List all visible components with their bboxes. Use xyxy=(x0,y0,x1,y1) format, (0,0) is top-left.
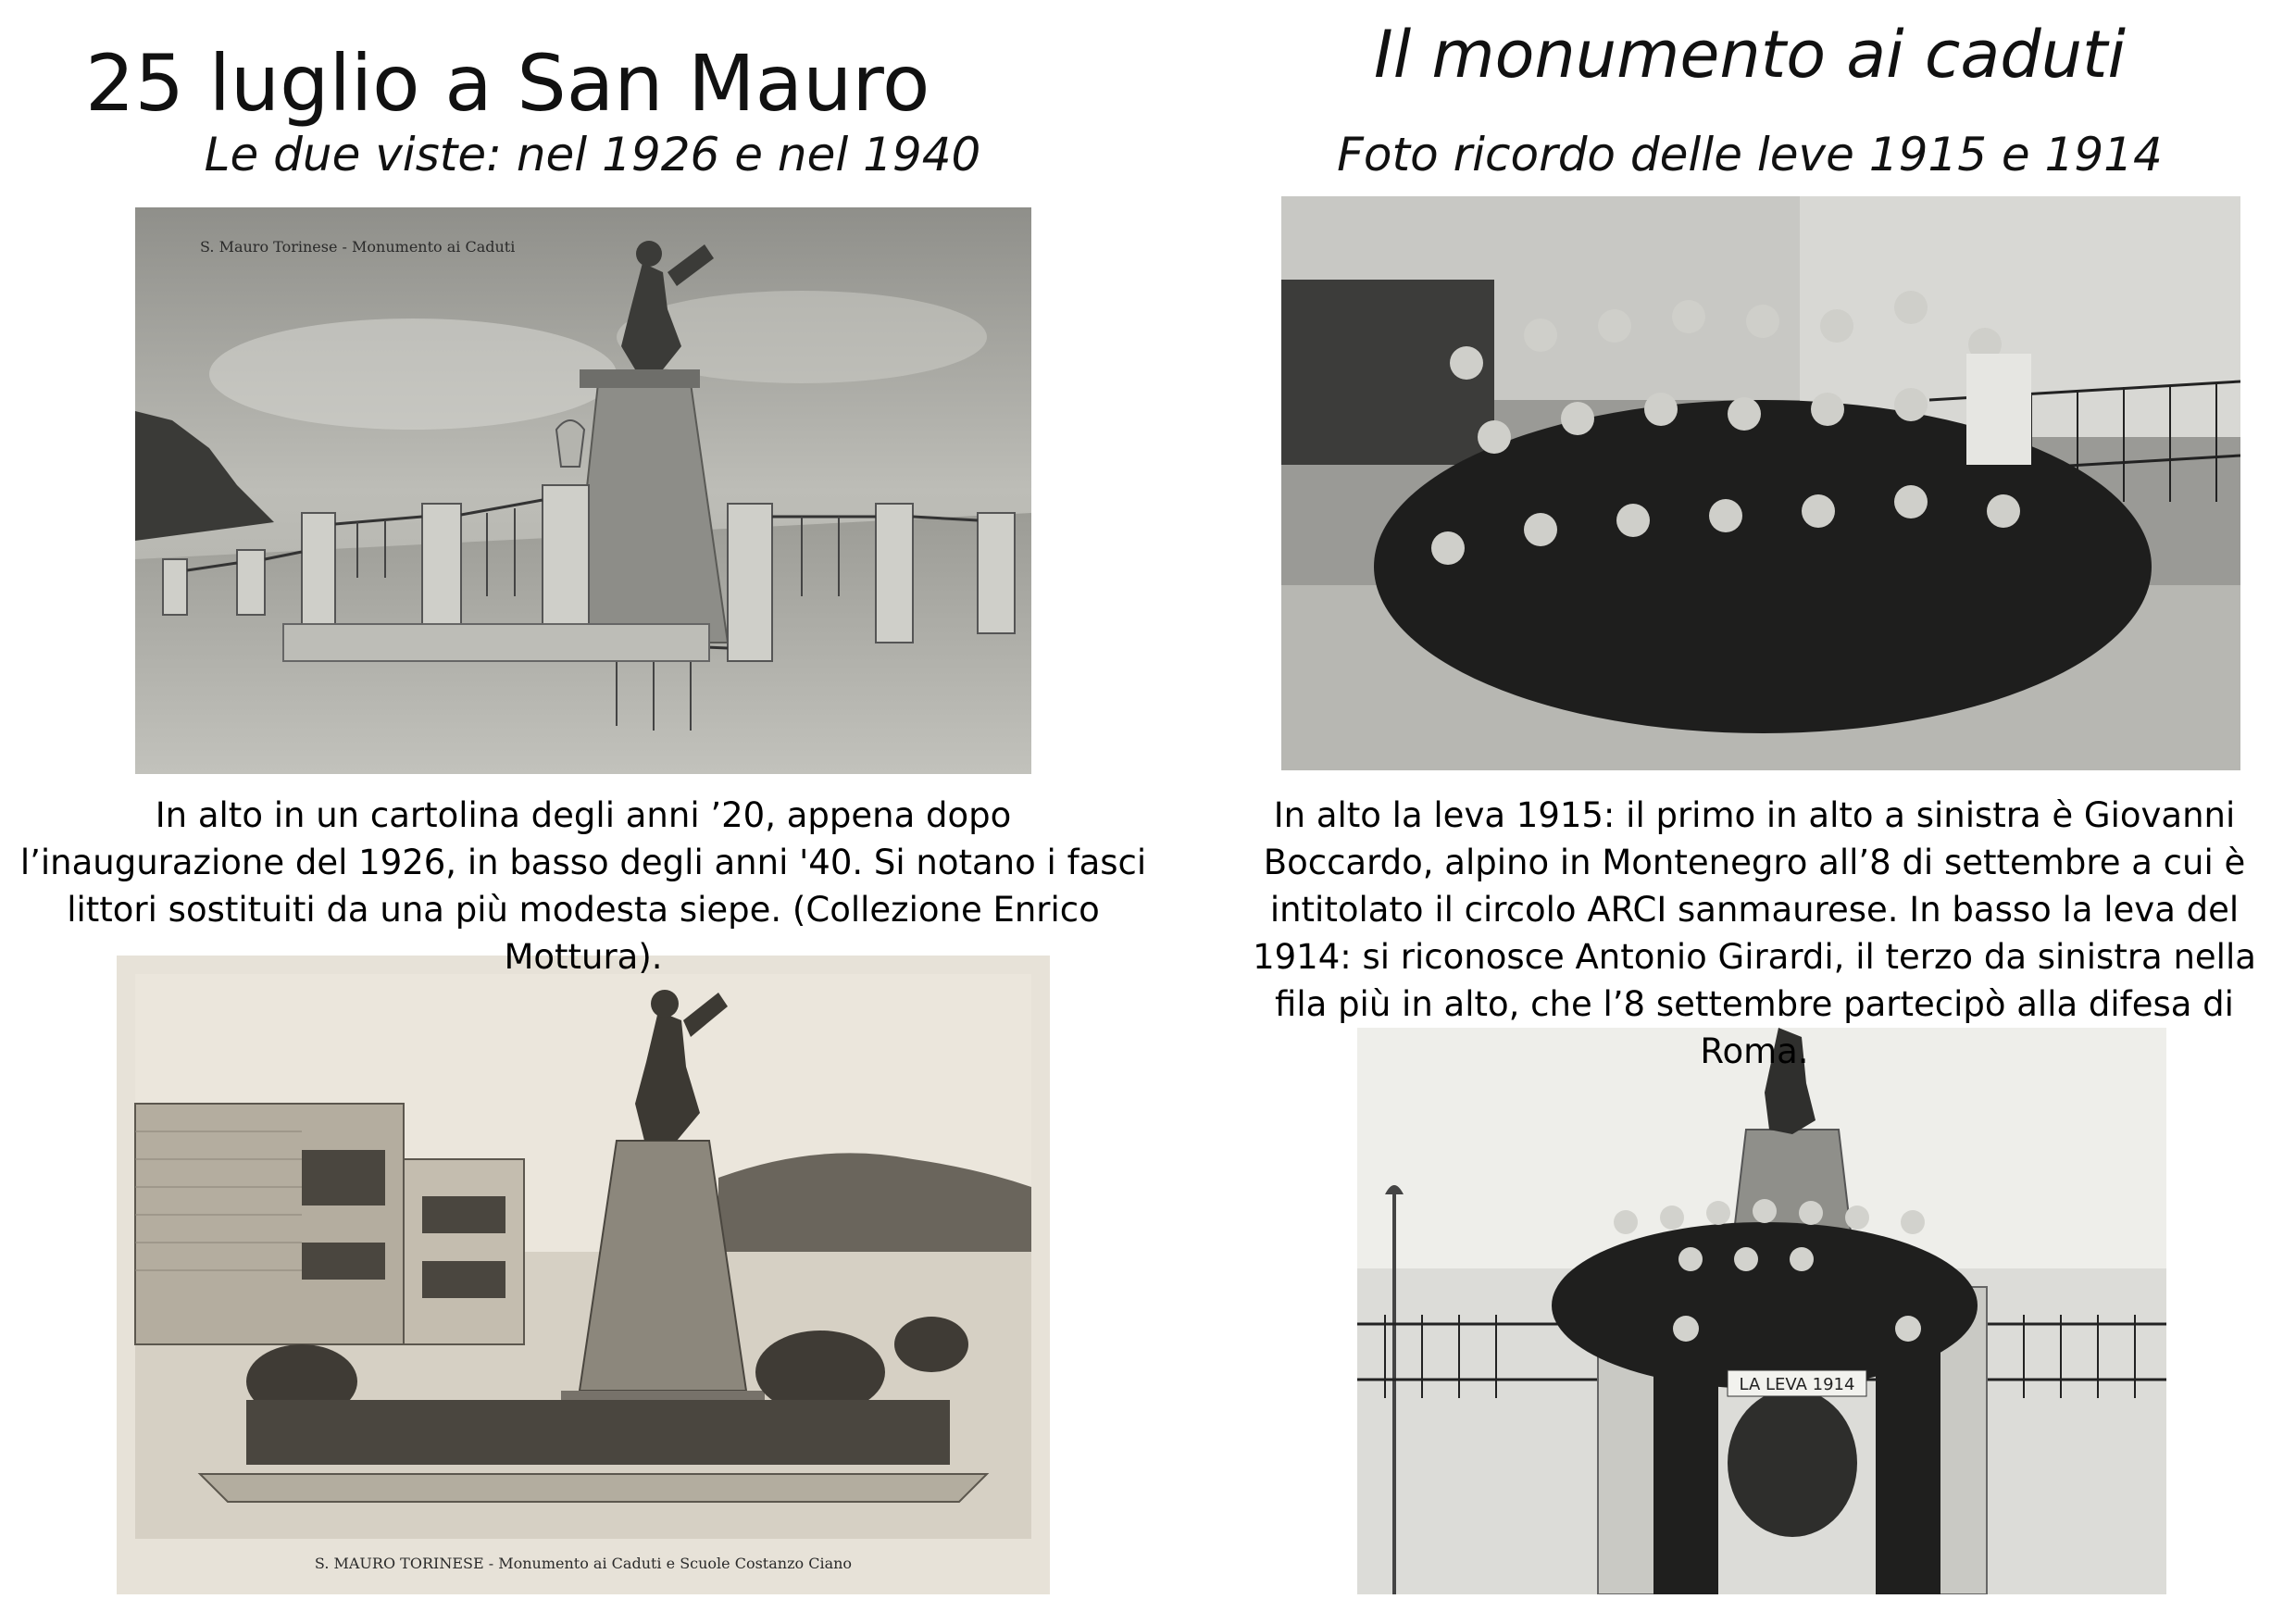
leva-1914-photo xyxy=(1357,1028,2166,1594)
postcard-1940-caption: S. MAURO TORINESE - Monumento ai Caduti e Scuole Costanzo Ciano xyxy=(314,1555,853,1572)
page-title-right: Il monumento ai caduti xyxy=(1374,17,2126,93)
postcard-1940-photo xyxy=(117,956,1050,1594)
subtitle-left: Le due viste: nel 1926 e nel 1940 xyxy=(204,128,981,181)
postcard-1926-caption: S. Mauro Torinese - Monumento ai Caduti xyxy=(200,238,516,256)
page-title-left: 25 luglio a San Mauro xyxy=(85,38,930,129)
caption-left: In alto in un cartolina degli anni ’20, appena dopo l’inaugurazione del 1926, in basso degli anni '40. Si notano i fasci littori sostituiti da una più modesta siepe. (Collezione Enrico Mottura). xyxy=(19,795,1147,977)
subtitle-right: Foto ricordo delle leve 1915 e 1914 xyxy=(1337,128,2163,181)
caption-right: In alto la leva 1915: il primo in alto a sinistra è Giovanni Boccardo, alpino in Montenegro all’8 di settembre a cui è intitolato il circolo ARCI sanmaurese. In basso la leva del 1914: si riconosce Antonio Girardi, il terzo da sinistra nella fila più in alto, che l’8 settembre partecipò alla difesa di Roma. xyxy=(1253,795,2256,1071)
leva-banner: LA LEVA 1914 xyxy=(1739,1375,1855,1394)
postcard-1926-photo xyxy=(135,207,1031,774)
leva-1915-photo xyxy=(1281,196,2240,770)
